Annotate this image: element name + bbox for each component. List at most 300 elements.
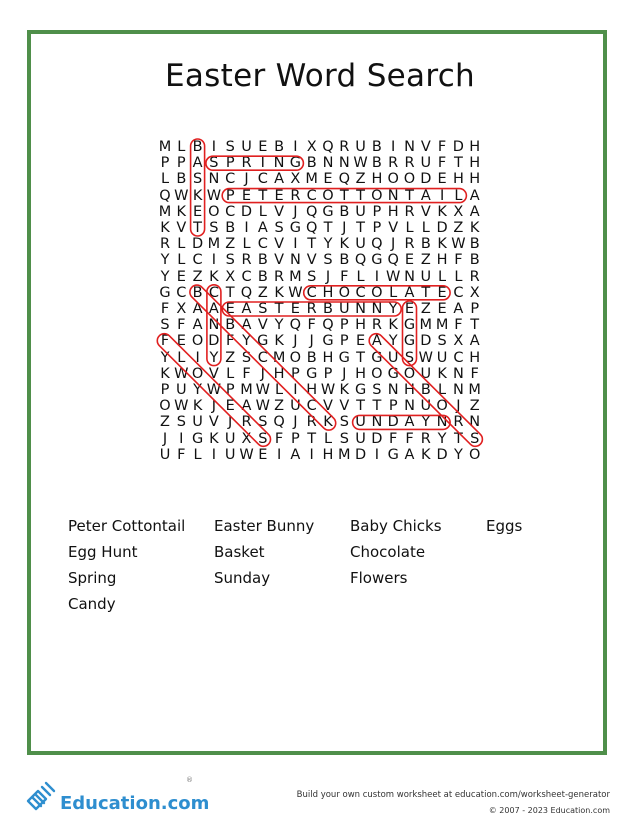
grid-letter[interactable]: P xyxy=(372,203,382,220)
grid-letter[interactable]: Z xyxy=(160,414,170,431)
grid-letter[interactable]: G xyxy=(338,349,350,366)
grid-letter[interactable]: B xyxy=(323,301,333,317)
grid-letter[interactable]: M xyxy=(305,171,318,188)
grid-letter[interactable]: V xyxy=(274,252,285,269)
grid-letter[interactable]: O xyxy=(371,365,383,382)
grid-letter[interactable]: E xyxy=(258,446,268,463)
grid-letter[interactable]: V xyxy=(420,139,431,155)
grid-letter[interactable]: I xyxy=(244,220,249,236)
grid-letter[interactable]: I xyxy=(211,252,217,269)
grid-letter[interactable]: N xyxy=(387,382,399,398)
grid-letter[interactable]: W xyxy=(206,382,222,398)
grid-letter[interactable]: B xyxy=(192,139,203,155)
grid-letter[interactable]: G xyxy=(159,284,171,301)
grid-letter[interactable]: A xyxy=(241,317,252,334)
grid-letter[interactable]: O xyxy=(208,203,220,220)
grid-letter[interactable]: A xyxy=(404,284,415,301)
grid-letter[interactable]: S xyxy=(258,430,268,447)
grid-letter[interactable]: A xyxy=(469,187,480,204)
grid-letter[interactable]: U xyxy=(436,349,448,366)
grid-letter[interactable]: I xyxy=(309,446,314,463)
grid-letter[interactable]: J xyxy=(342,365,347,382)
grid-letter[interactable]: V xyxy=(388,220,399,236)
grid-letter[interactable]: L xyxy=(421,220,430,236)
grid-letter[interactable]: Y xyxy=(274,317,284,334)
grid-letter[interactable]: H xyxy=(469,349,481,366)
grid-letter[interactable]: Z xyxy=(257,284,268,301)
grid-letter[interactable]: K xyxy=(160,220,170,236)
grid-letter[interactable]: H xyxy=(452,171,464,188)
grid-letter[interactable]: F xyxy=(454,252,463,269)
grid-letter[interactable]: H xyxy=(306,382,318,398)
grid-letter[interactable]: Z xyxy=(192,268,203,285)
grid-letter[interactable]: J xyxy=(342,220,347,236)
grid-letter[interactable]: G xyxy=(387,446,399,463)
grid-letter[interactable]: P xyxy=(160,382,170,398)
grid-letter[interactable]: T xyxy=(225,284,235,301)
grid-letter[interactable]: K xyxy=(192,187,203,204)
grid-letter[interactable]: P xyxy=(339,317,349,334)
grid-letter[interactable]: F xyxy=(307,317,316,334)
grid-letter[interactable]: E xyxy=(225,398,235,415)
grid-letter[interactable]: V xyxy=(208,414,219,431)
grid-letter[interactable]: V xyxy=(208,365,219,382)
grid-letter[interactable]: S xyxy=(192,171,203,188)
grid-letter[interactable]: X xyxy=(469,284,480,301)
grid-letter[interactable]: U xyxy=(338,301,350,317)
grid-letter[interactable]: H xyxy=(469,139,481,155)
grid-letter[interactable]: N xyxy=(208,317,220,334)
grid-letter[interactable]: O xyxy=(403,171,416,188)
grid-letter[interactable]: A xyxy=(290,446,301,463)
grid-letter[interactable]: T xyxy=(323,220,333,236)
grid-letter[interactable]: D xyxy=(387,414,399,431)
grid-letter[interactable]: Y xyxy=(453,446,463,463)
grid-letter[interactable]: E xyxy=(437,301,447,317)
grid-letter[interactable]: J xyxy=(325,268,331,285)
grid-letter[interactable]: O xyxy=(371,284,383,301)
grid-letter[interactable]: E xyxy=(258,139,268,155)
grid-letter[interactable]: N xyxy=(208,171,220,188)
grid-letter[interactable]: G xyxy=(387,365,399,382)
grid-letter[interactable]: L xyxy=(226,365,235,382)
grid-letter[interactable]: L xyxy=(160,171,170,188)
grid-letter[interactable]: K xyxy=(209,268,219,285)
grid-letter[interactable]: H xyxy=(469,171,481,188)
grid-letter[interactable]: Q xyxy=(371,236,383,253)
grid-letter[interactable]: X xyxy=(241,430,252,447)
grid-letter[interactable]: D xyxy=(240,203,253,220)
grid-letter[interactable]: O xyxy=(387,171,399,188)
grid-letter[interactable]: A xyxy=(420,187,431,204)
grid-letter[interactable]: S xyxy=(258,414,268,431)
grid-letter[interactable]: L xyxy=(177,349,186,366)
grid-letter[interactable]: A xyxy=(274,171,285,188)
grid-letter[interactable]: G xyxy=(306,365,318,382)
grid-letter[interactable]: W xyxy=(174,398,189,415)
grid-letter[interactable]: B xyxy=(192,284,203,301)
grid-letter[interactable]: Q xyxy=(305,220,318,236)
grid-letter[interactable]: R xyxy=(339,139,350,155)
grid-letter[interactable]: B xyxy=(225,220,236,236)
grid-letter[interactable]: G xyxy=(403,333,416,350)
grid-letter[interactable]: C xyxy=(355,284,366,301)
grid-letter[interactable]: U xyxy=(290,398,301,415)
grid-letter[interactable]: A xyxy=(192,155,203,172)
grid-letter[interactable]: F xyxy=(437,155,447,172)
grid-letter[interactable]: X xyxy=(176,301,187,317)
grid-letter[interactable]: E xyxy=(274,187,284,204)
grid-letter[interactable]: W xyxy=(451,236,466,253)
grid-letter[interactable]: G xyxy=(354,382,367,398)
grid-letter[interactable]: R xyxy=(274,268,285,285)
grid-letter[interactable]: K xyxy=(274,333,284,350)
grid-letter[interactable]: Z xyxy=(469,398,480,415)
grid-letter[interactable]: S xyxy=(339,430,349,447)
grid-letter[interactable]: Q xyxy=(273,414,285,431)
grid-letter[interactable]: Y xyxy=(421,414,431,431)
grid-letter[interactable]: B xyxy=(371,155,382,172)
grid-letter[interactable]: S xyxy=(209,155,219,172)
grid-letter[interactable]: E xyxy=(176,333,186,350)
grid-letter[interactable]: U xyxy=(355,236,366,253)
grid-letter[interactable]: A xyxy=(241,301,252,317)
grid-letter[interactable]: B xyxy=(469,236,480,253)
grid-letter[interactable]: F xyxy=(226,333,235,350)
grid-letter[interactable]: T xyxy=(356,398,366,415)
grid-letter[interactable]: U xyxy=(355,203,366,220)
grid-letter[interactable]: H xyxy=(355,365,367,382)
grid-letter[interactable]: S xyxy=(339,414,349,431)
grid-letter[interactable]: Y xyxy=(242,333,251,350)
grid-letter[interactable]: L xyxy=(242,236,251,253)
grid-letter[interactable]: O xyxy=(191,333,204,350)
grid-letter[interactable]: C xyxy=(225,203,236,220)
grid-letter[interactable]: Y xyxy=(160,268,170,285)
grid-letter[interactable]: V xyxy=(257,317,268,334)
grid-letter[interactable]: F xyxy=(340,268,349,285)
grid-letter[interactable]: B xyxy=(257,252,268,269)
grid-letter[interactable]: Y xyxy=(388,301,398,317)
grid-letter[interactable]: K xyxy=(388,317,398,334)
grid-letter[interactable]: R xyxy=(404,155,415,172)
grid-letter[interactable]: J xyxy=(228,414,233,431)
grid-letter[interactable]: H xyxy=(387,203,399,220)
grid-letter[interactable]: O xyxy=(338,284,350,301)
grid-letter[interactable]: K xyxy=(209,430,219,447)
grid-letter[interactable]: N xyxy=(452,365,464,382)
grid-letter[interactable]: L xyxy=(177,252,186,269)
grid-letter[interactable]: S xyxy=(323,252,333,269)
grid-letter[interactable]: T xyxy=(258,187,268,204)
grid-letter[interactable]: K xyxy=(437,203,447,220)
grid-letter[interactable]: R xyxy=(241,155,252,172)
grid-letter[interactable]: K xyxy=(160,365,170,382)
grid-letter[interactable]: C xyxy=(453,284,464,301)
grid-letter[interactable]: U xyxy=(420,155,432,172)
grid-letter[interactable]: J xyxy=(391,236,396,253)
grid-letter[interactable]: Q xyxy=(322,139,334,155)
grid-letter[interactable]: E xyxy=(437,171,447,188)
grid-letter[interactable]: K xyxy=(323,414,333,431)
grid-letter[interactable]: B xyxy=(420,382,431,398)
grid-letter[interactable]: R xyxy=(469,268,480,285)
grid-letter[interactable]: G xyxy=(371,349,383,366)
grid-letter[interactable]: B xyxy=(225,317,236,334)
grid-letter[interactable]: U xyxy=(355,414,366,431)
grid-letter[interactable]: C xyxy=(306,398,317,415)
grid-letter[interactable]: O xyxy=(436,398,448,415)
grid-letter[interactable]: M xyxy=(158,139,172,155)
grid-letter[interactable]: D xyxy=(371,430,383,447)
grid-letter[interactable]: W xyxy=(386,268,401,285)
grid-letter[interactable]: H xyxy=(273,365,285,382)
grid-letter[interactable]: P xyxy=(372,220,382,236)
grid-letter[interactable]: F xyxy=(274,430,284,447)
grid-letter[interactable]: V xyxy=(306,252,317,269)
grid-letter[interactable]: W xyxy=(418,349,433,366)
grid-letter[interactable]: D xyxy=(420,171,432,188)
grid-letter[interactable]: A xyxy=(192,301,203,317)
grid-letter[interactable]: T xyxy=(193,220,203,236)
grid-letter[interactable]: U xyxy=(387,349,399,366)
grid-letter[interactable]: A xyxy=(453,301,464,317)
grid-letter[interactable]: U xyxy=(355,139,366,155)
grid-letter[interactable]: I xyxy=(374,446,380,463)
grid-letter[interactable]: S xyxy=(209,220,219,236)
grid-letter[interactable]: H xyxy=(322,284,334,301)
grid-letter[interactable]: C xyxy=(257,349,268,366)
grid-letter[interactable]: E xyxy=(290,301,300,317)
grid-letter[interactable]: J xyxy=(162,430,168,447)
grid-letter[interactable]: X xyxy=(453,333,464,350)
grid-letter[interactable]: U xyxy=(192,414,203,431)
grid-letter[interactable]: I xyxy=(439,187,445,204)
grid-letter[interactable]: G xyxy=(371,252,383,269)
grid-letter[interactable]: A xyxy=(371,333,382,350)
grid-letter[interactable]: N xyxy=(387,187,399,204)
grid-letter[interactable]: U xyxy=(175,382,187,398)
grid-letter[interactable]: F xyxy=(405,430,414,447)
grid-letter[interactable]: F xyxy=(470,365,479,382)
grid-letter[interactable]: Q xyxy=(159,187,171,204)
grid-letter[interactable]: P xyxy=(225,187,235,204)
grid-letter[interactable]: C xyxy=(306,187,317,204)
grid-letter[interactable]: C xyxy=(176,284,187,301)
grid-letter[interactable]: J xyxy=(293,203,298,220)
grid-letter[interactable]: T xyxy=(307,236,317,253)
grid-letter[interactable]: S xyxy=(176,414,186,431)
grid-letter[interactable]: E xyxy=(225,301,235,317)
grid-letter[interactable]: U xyxy=(224,430,236,447)
grid-letter[interactable]: Q xyxy=(289,317,302,334)
grid-letter[interactable]: L xyxy=(454,268,463,285)
grid-letter[interactable]: S xyxy=(225,252,235,269)
grid-letter[interactable]: E xyxy=(356,333,366,350)
grid-letter[interactable]: B xyxy=(306,349,317,366)
grid-letter[interactable]: H xyxy=(436,252,448,269)
grid-letter[interactable]: V xyxy=(274,236,285,253)
grid-letter[interactable]: R xyxy=(241,414,252,431)
grid-letter[interactable]: A xyxy=(192,317,203,334)
grid-letter[interactable]: S xyxy=(307,268,317,285)
grid-letter[interactable]: C xyxy=(192,252,203,269)
grid-letter[interactable]: T xyxy=(405,187,414,204)
grid-letter[interactable]: L xyxy=(193,446,202,463)
grid-letter[interactable]: E xyxy=(404,301,415,317)
grid-letter[interactable]: L xyxy=(454,187,463,204)
grid-letter[interactable]: B xyxy=(339,252,350,269)
grid-letter[interactable]: K xyxy=(339,236,350,253)
grid-letter[interactable]: X xyxy=(453,203,464,220)
grid-letter[interactable]: B xyxy=(469,252,480,269)
grid-letter[interactable]: I xyxy=(374,268,380,285)
grid-letter[interactable]: L xyxy=(438,268,447,285)
grid-letter[interactable]: U xyxy=(224,446,236,463)
grid-letter[interactable]: A xyxy=(241,398,252,415)
grid-letter[interactable]: H xyxy=(322,446,334,463)
grid-letter[interactable]: E xyxy=(323,171,333,188)
grid-letter[interactable]: P xyxy=(291,430,300,447)
grid-letter[interactable]: H xyxy=(371,171,383,188)
grid-letter[interactable]: Y xyxy=(437,430,447,447)
grid-letter[interactable]: R xyxy=(306,414,317,431)
grid-letter[interactable]: Z xyxy=(453,220,464,236)
grid-letter[interactable]: B xyxy=(339,203,350,220)
grid-letter[interactable]: B xyxy=(306,155,317,172)
grid-letter[interactable]: W xyxy=(288,284,303,301)
grid-letter[interactable]: V xyxy=(420,203,431,220)
grid-letter[interactable]: I xyxy=(211,446,217,463)
grid-letter[interactable]: Z xyxy=(274,398,285,415)
grid-letter[interactable]: K xyxy=(176,203,187,220)
grid-letter[interactable]: Q xyxy=(305,203,318,220)
grid-letter[interactable]: P xyxy=(225,382,235,398)
grid-letter[interactable]: N xyxy=(273,155,285,172)
grid-letter[interactable]: C xyxy=(453,349,464,366)
grid-letter[interactable]: O xyxy=(371,187,383,204)
grid-letter[interactable]: L xyxy=(389,284,398,301)
grid-letter[interactable]: W xyxy=(255,398,270,415)
grid-letter[interactable]: D xyxy=(436,220,448,236)
grid-letter[interactable]: F xyxy=(160,333,170,350)
grid-letter[interactable]: M xyxy=(338,446,351,463)
grid-letter[interactable]: H xyxy=(322,349,334,366)
grid-letter[interactable]: T xyxy=(307,430,317,447)
grid-letter[interactable]: M xyxy=(435,317,449,334)
grid-letter[interactable]: I xyxy=(276,446,282,463)
grid-letter[interactable]: J xyxy=(260,365,265,382)
grid-letter[interactable]: Q xyxy=(354,252,367,269)
grid-letter[interactable]: M xyxy=(207,236,221,253)
grid-letter[interactable]: C xyxy=(306,284,317,301)
grid-letter[interactable]: D xyxy=(208,333,220,350)
grid-letter[interactable]: T xyxy=(274,301,284,317)
grid-letter[interactable]: Y xyxy=(193,382,203,398)
grid-letter[interactable]: S xyxy=(437,333,447,350)
grid-letter[interactable]: T xyxy=(470,317,480,334)
grid-letter[interactable]: J xyxy=(456,398,461,415)
grid-letter[interactable]: Z xyxy=(225,349,236,366)
grid-letter[interactable]: U xyxy=(420,268,432,285)
grid-letter[interactable]: T xyxy=(421,284,431,301)
grid-letter[interactable]: N xyxy=(404,268,415,285)
grid-letter[interactable]: B xyxy=(257,268,268,285)
grid-letter[interactable]: W xyxy=(320,382,336,398)
grid-letter[interactable]: N xyxy=(452,382,464,398)
grid-letter[interactable]: L xyxy=(258,203,267,220)
grid-letter[interactable]: Q xyxy=(387,252,399,269)
grid-letter[interactable]: L xyxy=(356,268,365,285)
grid-letter[interactable]: R xyxy=(241,252,252,269)
grid-letter[interactable]: O xyxy=(468,446,481,463)
grid-letter[interactable]: P xyxy=(388,398,398,415)
grid-letter[interactable]: Z xyxy=(420,252,431,269)
grid-letter[interactable]: S xyxy=(470,430,480,447)
grid-letter[interactable]: T xyxy=(339,187,349,204)
grid-letter[interactable]: W xyxy=(174,365,189,382)
grid-letter[interactable]: N xyxy=(289,252,301,269)
grid-letter[interactable]: P xyxy=(470,301,480,317)
grid-letter[interactable]: R xyxy=(388,155,399,172)
grid-letter[interactable]: L xyxy=(438,382,447,398)
grid-letter[interactable]: Q xyxy=(240,284,253,301)
grid-letter[interactable]: Z xyxy=(355,171,366,188)
grid-letter[interactable]: I xyxy=(293,382,298,398)
grid-letter[interactable]: B xyxy=(176,171,187,188)
grid-letter[interactable]: J xyxy=(309,333,314,350)
grid-letter[interactable]: U xyxy=(420,365,432,382)
grid-letter[interactable]: U xyxy=(241,139,252,155)
grid-letter[interactable]: N xyxy=(371,414,383,431)
grid-letter[interactable]: G xyxy=(257,333,269,350)
grid-letter[interactable]: N xyxy=(469,414,481,431)
grid-letter[interactable]: F xyxy=(160,301,170,317)
grid-letter[interactable]: O xyxy=(159,398,171,415)
grid-letter[interactable]: C xyxy=(225,171,236,188)
grid-letter[interactable]: W xyxy=(174,187,189,204)
grid-letter[interactable]: K xyxy=(192,398,203,415)
grid-letter[interactable]: A xyxy=(404,446,415,463)
grid-letter[interactable]: M xyxy=(419,317,433,334)
grid-letter[interactable]: S xyxy=(404,349,415,366)
grid-letter[interactable]: P xyxy=(225,155,235,172)
grid-letter[interactable]: B xyxy=(420,236,431,253)
grid-letter[interactable]: S xyxy=(160,317,170,334)
grid-letter[interactable]: M xyxy=(289,268,302,285)
grid-letter[interactable]: R xyxy=(159,236,171,253)
grid-letter[interactable]: N xyxy=(322,155,334,172)
grid-letter[interactable]: P xyxy=(176,155,186,172)
grid-letter[interactable]: C xyxy=(257,236,268,253)
grid-letter[interactable]: U xyxy=(420,398,432,415)
grid-letter[interactable]: K xyxy=(339,382,350,398)
grid-letter[interactable]: K xyxy=(469,220,480,236)
grid-letter[interactable]: N xyxy=(338,155,350,172)
grid-letter[interactable]: D xyxy=(420,333,432,350)
grid-letter[interactable]: S xyxy=(274,220,284,236)
grid-letter[interactable]: W xyxy=(239,446,254,463)
grid-letter[interactable]: I xyxy=(293,236,298,253)
grid-letter[interactable]: R xyxy=(453,414,464,431)
grid-letter[interactable]: I xyxy=(391,139,396,155)
grid-letter[interactable]: W xyxy=(206,187,222,204)
grid-letter[interactable]: A xyxy=(208,301,219,317)
grid-letter[interactable]: J xyxy=(244,171,249,188)
grid-letter[interactable]: N xyxy=(355,301,367,317)
brand-logo[interactable] xyxy=(24,778,209,814)
grid-letter[interactable]: E xyxy=(193,203,203,220)
